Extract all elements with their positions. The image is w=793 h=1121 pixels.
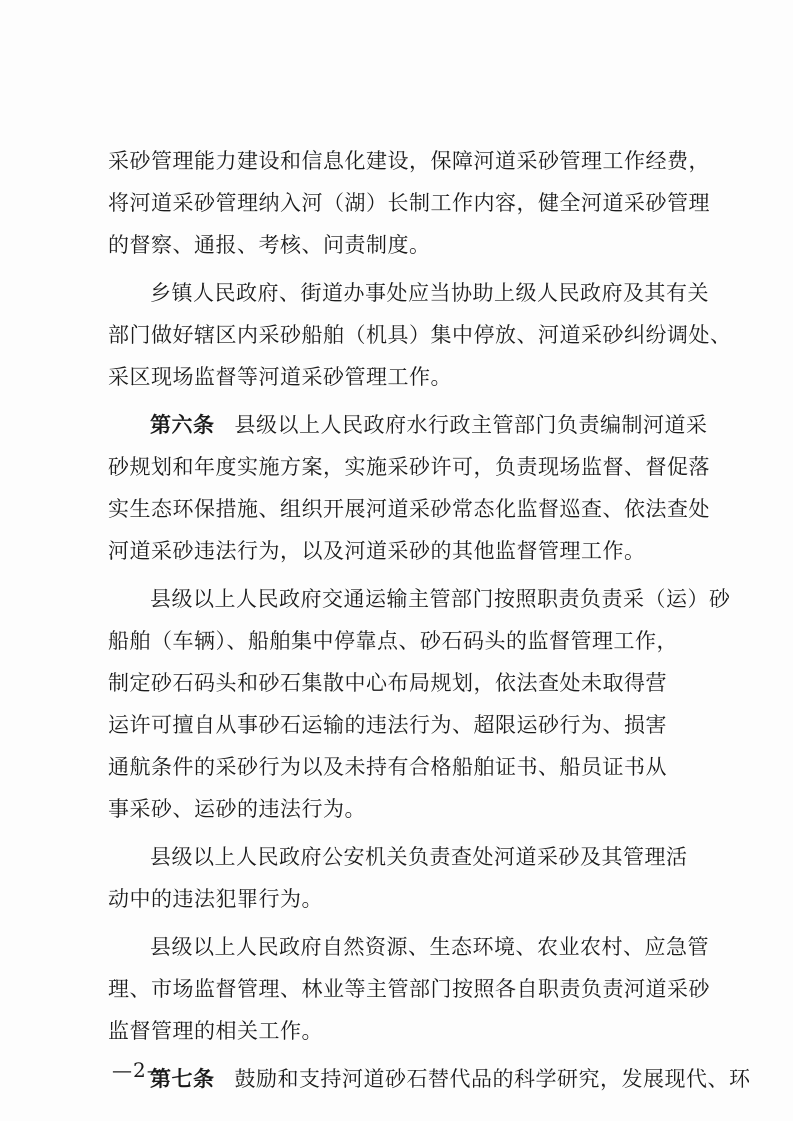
paragraph-line: 事采砂、运砂的违法行为。 [108, 797, 366, 821]
paragraph-line: 理、市场监督管理、林业等主管部门按照各自职责负责河道采砂 [108, 977, 710, 1001]
document-body [108, 140, 751, 1100]
paragraph-line: 的督察、通报、考核、问责制度。 [108, 233, 431, 257]
paragraph-line: 采砂管理能力建设和信息化建设，保障河道采砂管理工作经费， [108, 149, 710, 173]
paragraph-text: 县级以上人民政府水行政主管部门负责编制河道采 [234, 413, 708, 437]
article-7-first-line [108, 1058, 751, 1100]
paragraph-line: 运许可擅自从事砂石运输的违法行为、超限运砂行为、损害 [108, 713, 667, 737]
paragraph-line: 河道采砂违法行为，以及河道采砂的其他监督管理工作。 [108, 539, 646, 563]
paragraph-line: 采区现场监督等河道采砂管理工作。 [108, 365, 452, 389]
paragraph-line: 制定砂石码头和砂石集散中心布局规划，依法查处未取得营 [108, 671, 667, 695]
paragraph-line: 县级以上人民政府交通运输主管部门按照职责负责采（运）砂 [150, 587, 731, 611]
paragraph-line: 将河道采砂管理纳入河（湖）长制工作内容，健全河道采砂管理 [108, 191, 710, 215]
paragraph-line: 乡镇人民政府、街道办事处应当协助上级人民政府及其有关 [150, 281, 709, 305]
article-6-first-line [108, 404, 708, 446]
paragraph-line: 动中的违法犯罪行为。 [108, 887, 323, 911]
paragraph-line: 实生态环保措施、组织开展河道采砂常态化监督巡查、依法查处 [108, 497, 710, 521]
paragraph-text: 鼓励和支持河道砂石替代品的科学研究，发展现代、环 [234, 1067, 751, 1091]
article-heading: 第六条 [150, 413, 215, 437]
paragraph-line: 通航条件的采砂行为以及未持有合格船舶证书、船员证书从 [108, 755, 667, 779]
paragraph-line: 部门做好辖区内采砂船舶（机具）集中停放、河道采砂纠纷调处、 [108, 323, 732, 347]
article-heading: 第七条 [150, 1067, 215, 1091]
paragraph-line: 砂规划和年度实施方案，实施采砂许可，负责现场监督、督促落 [108, 455, 710, 479]
paragraph-line: 县级以上人民政府自然资源、生态环境、农业农村、应急管 [150, 935, 709, 959]
page-number: —2— [112, 1058, 168, 1082]
paragraph-line: 监督管理的相关工作。 [108, 1019, 323, 1043]
paragraph-line: 县级以上人民政府公安机关负责查处河道采砂及其管理活 [150, 845, 688, 869]
paragraph-line: 船舶（车辆）、船舶集中停靠点、砂石码头的监督管理工作， [108, 629, 678, 653]
